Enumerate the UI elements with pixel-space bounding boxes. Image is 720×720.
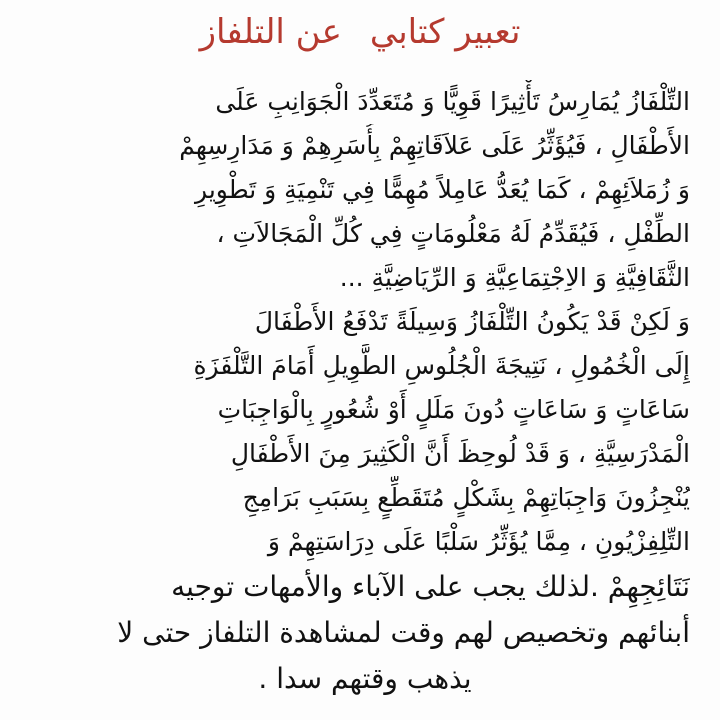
essay-line-7: إِلَى الْخُمُولِ ، نَتِيجَةَ الْجُلُوسِ الطَّوِيلِ أَمَامَ التَّلْفَزَةِ — [193, 351, 690, 380]
essay-line-14: يذهب وقتهم سدا . — [258, 662, 472, 695]
essay-body — [40, 80, 690, 702]
essay-line-11: التِّلِفِزْيُونِ ، مِمَّا يُؤَثِّرُ سَلْبًا عَلَى دِرَاسَتِهِمْ وَ — [267, 527, 690, 556]
essay-line-12: نَتَائِجِهِمْ .لذلك يجب على الآباء والأمهات توجيه — [171, 570, 690, 603]
essay-line-8: سَاعَاتٍ وَ سَاعَاتٍ دُونَ مَلَلٍ أَوْ شُعُورٍ بِالْوَاجِبَاتِ — [217, 395, 690, 424]
title-part-1: تعبير كتابي — [369, 12, 521, 52]
essay-line-4: الطِّفْلِ ، فَيُقَدِّمُ لَهُ مَعْلُومَاتٍ فِي كُلِّ الْمَجَالاَتِ ، — [216, 219, 690, 248]
essay-line-6: وَ لَكِنْ قَدْ يَكُونُ التِّلْفَازُ وَسِيلَةً تَدْفَعُ الأَطْفَالَ — [254, 307, 690, 336]
essay-line-3: وَ زُمَلاَئِهِمْ ، كَمَا يُعَدُّ عَامِلاً مُهِمًّا فِي تَنْمِيَةِ وَ تَطْوِيرِ — [195, 175, 690, 204]
essay-line-9: الْمَدْرَسِيَّةِ ، وَ قَدْ لُوحِظَ أَنَّ الْكَثِيرَ مِنَ الأَطْفَالِ — [230, 439, 690, 468]
essay-line-13: أبنائهم وتخصيص لهم وقت لمشاهدة التلفاز حتى لا — [117, 616, 690, 649]
essay-line-1: التِّلْفَازُ يُمَارِسُ تَأْثِيرًا قَوِيًّا وَ مُتَعَدِّدَ الْجَوَانِبِ عَلَى — [215, 87, 690, 116]
essay-line-10: يُنْجِزُونَ وَاجِبَاتِهِمْ بِشَكْلٍ مُتَقَطِّعٍ بِسَبَبِ بَرَامِجِ — [242, 483, 690, 512]
essay-line-5: الثَّقَافِيَّةِ وَ الاِجْتِمَاعِيَّةِ وَ الرِّيَاضِيَّةِ ... — [339, 263, 690, 292]
title-part-2: عن التلفاز — [199, 12, 342, 52]
page-title — [100, 6, 620, 58]
essay-line-2: الأَطْفَالِ ، فَيُؤَثِّرُ عَلَى عَلاَقَاتِهِمْ بِأُسَرِهِمْ وَ مَدَارِسِهِمْ — [179, 131, 690, 160]
